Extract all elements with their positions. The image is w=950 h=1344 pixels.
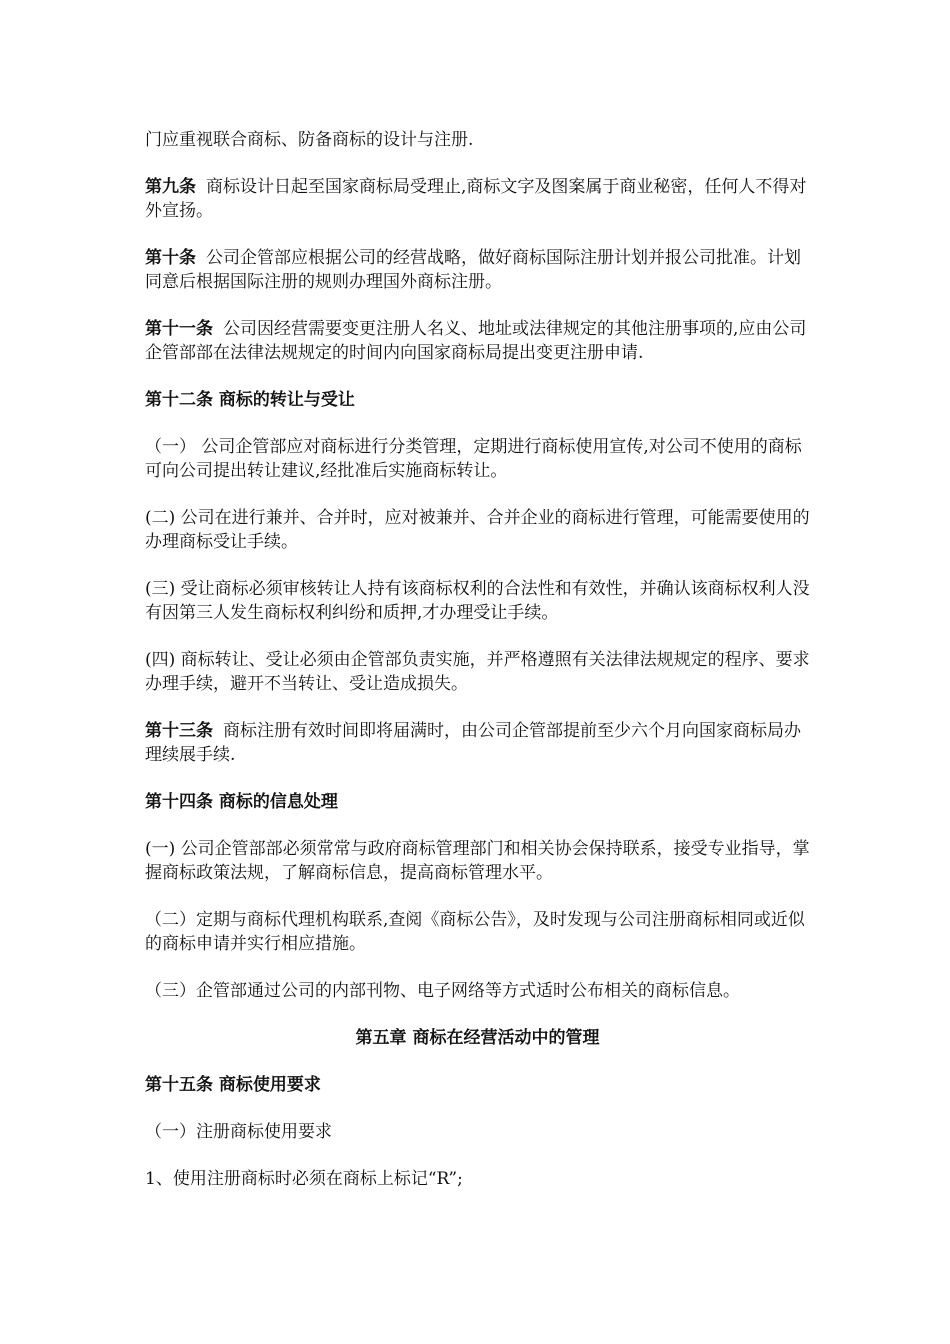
article-15-item-1: （一）注册商标使用要求 [145, 1122, 332, 1142]
article-9 [145, 175, 810, 223]
article-label: 第十一条 [145, 319, 213, 339]
article-11 [145, 317, 810, 365]
chapter-5-title: 第五章 商标在经营活动中的管理 [355, 1028, 600, 1048]
paragraph-continuation: 门应重视联合商标、防备商标的设计与注册. [145, 130, 474, 150]
document-page [145, 128, 810, 1191]
article-14-item-1: (一) 公司企管部部必须常常与政府商标管理部门和相关协会保持联系，接受专业指导，掌握商标政策法规，了解商标信息，提高商标管理水平。 [145, 839, 810, 883]
article-text: 公司企管部应根据公司的经营战略，做好商标国际注册计划并报公司批准。计划同意后根据国际注册的规则办理国外商标注册。 [145, 248, 801, 292]
article-14-heading: 第十四条 商标的信息处理 [145, 792, 338, 812]
article-10 [145, 246, 810, 294]
article-15-heading: 第十五条 商标使用要求 [145, 1075, 321, 1095]
article-label: 第九条 [145, 177, 196, 197]
article-12-item-4: (四) 商标转让、受让必须由企管部负责实施，并严格遵照有关法律法规规定的程序、要求办理手续，避开不当转让、受让造成损失。 [145, 650, 810, 694]
article-14-item-2: （二）定期与商标代理机构联系,查阅《商标公告》，及时发现与公司注册商标相同或近似的商标申请并实行相应措施。 [145, 910, 805, 954]
article-14-item-3: （三）企管部通过公司的内部刊物、电子网络等方式适时公布相关的商标信息。 [145, 981, 740, 1001]
article-12-heading: 第十二条 商标的转让与受让 [145, 390, 355, 410]
article-text: 商标设计日起至国家商标局受理止,商标文字及图案属于商业秘密，任何人不得对外宣扬。 [145, 177, 807, 221]
article-label: 第十条 [145, 248, 196, 268]
article-label: 第十三条 [145, 721, 213, 741]
article-13 [145, 719, 810, 767]
article-15-subitem-1: 1、使用注册商标时必须在商标上标记“R”; [145, 1169, 463, 1189]
article-12-item-1: （一） 公司企管部应对商标进行分类管理，定期进行商标使用宣传,对公司不使用的商标可向公司提出转让建议,经批准后实施商标转让。 [145, 437, 802, 481]
article-12-item-2: (二) 公司在进行兼并、合并时，应对被兼并、合并企业的商标进行管理，可能需要使用的办理商标受让手续。 [145, 508, 810, 552]
article-text: 商标注册有效时间即将届满时，由公司企管部提前至少六个月向国家商标局办理续展手续. [145, 721, 801, 765]
article-12-item-3: (三) 受让商标必须审核转让人持有该商标权利的合法性和有效性，并确认该商标权利人没有因第三人发生商标权利纠纷和质押,才办理受让手续。 [145, 579, 810, 623]
article-text: 公司因经营需要变更注册人名义、地址或法律规定的其他注册事项的,应由公司企管部部在法律法规规定的时间内向国家商标局提出变更注册申请. [145, 319, 807, 363]
